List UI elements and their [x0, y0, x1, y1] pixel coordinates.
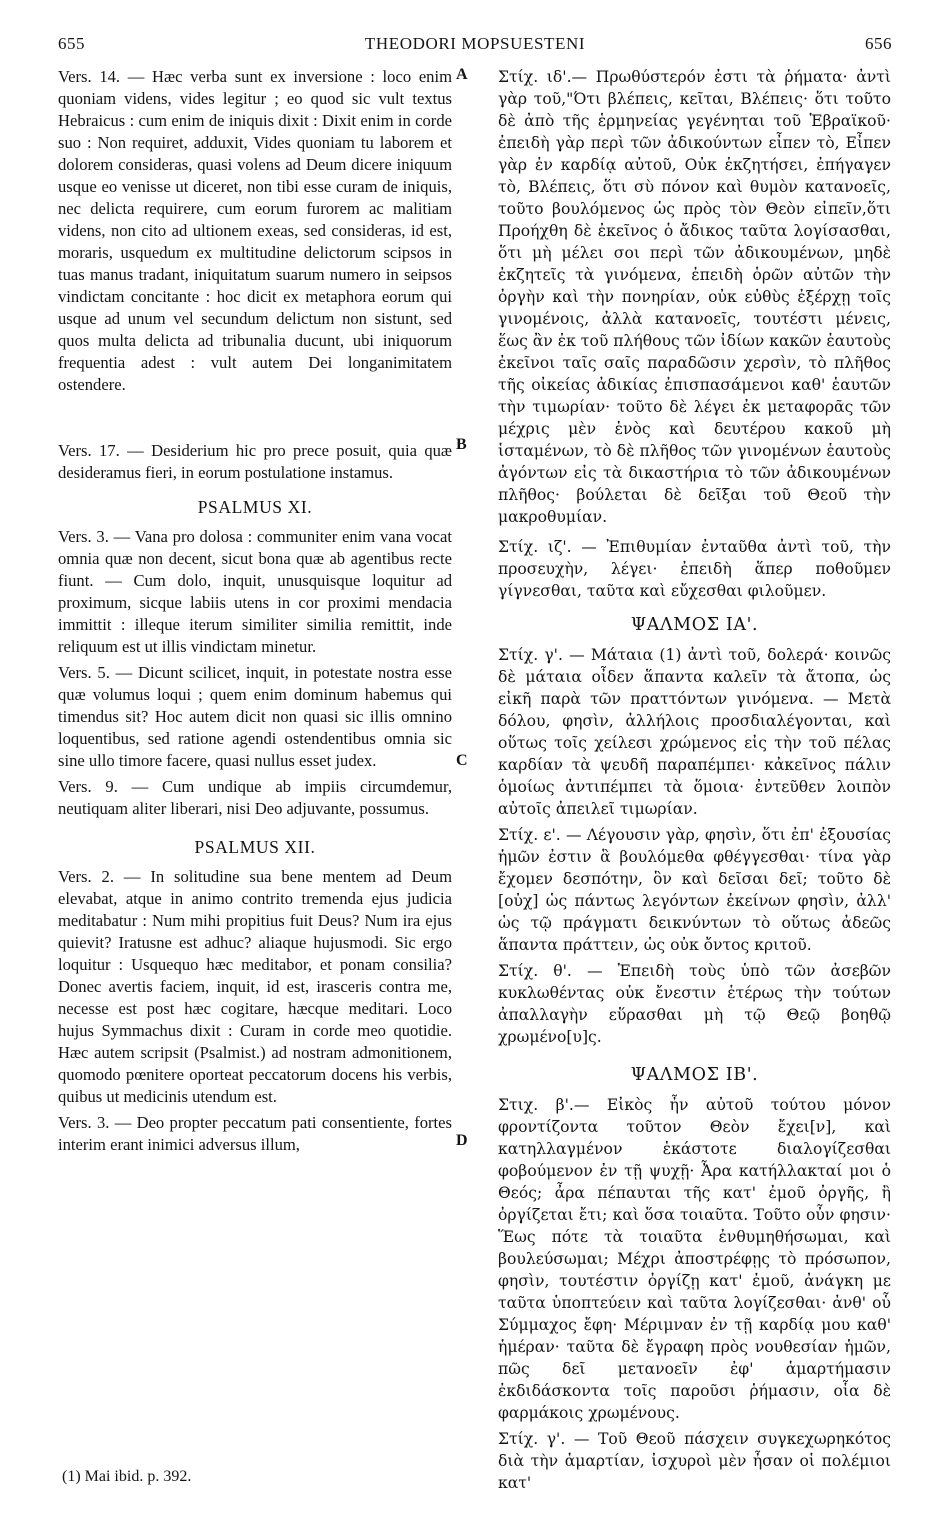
page-number-left: 655 — [58, 34, 85, 53]
greek-paragraph-12-stich-2: Στιχ. β'.— Εἰκὸς ἦν αὐτοῦ τούτου μόνον φροντίζοντα τοῦτον Θεὸν ἔχει[ν], καὶ κατηλλαγμένον ἑκάστοτε διαλογίζεσθαι φοβούμενον ἐν τῇ ψυχῇ· Ἆρα κατήλλακταί μοι ὁ Θεός; ἆρα πέπαυται τῆς κατ' ἐμοῦ ὀργῆς, ἢ ὀργίζεται ἔτι; καὶ ὅσα τοιαῦτα. Τοῦτο οὖν φησιν· Ἕως πότε τὰ τοιαῦτα ἐνθυμηθήσωμαι, καὶ βουλεύσωμαι; Μέχρι ἀποστρέφῃς τὸ πρόσωπον, φησὶν, τουτέστιν ὀργίζῃ κατ' ἐμοῦ, ἀνάγκη με ταῦτα ὑποπτεύειν καὶ ταῦτα λογίζεσθαι· ἀνθ' οὗ Σύμμαχος ἔφη· Μέριμναν ἐν τῇ καρδίᾳ μου καθ' ἡμέραν· ταῦτα δὲ ἔγραφη πρὸς νουθεσίαν ἡμῶν, πῶς δεῖ μετανοεῖν ἐφ' ἁμαρτήμασιν ἐκδιδάσκοντα τοῖς παροῦσι ῥήμασιν, οἷα δὲ φαρμάκοις χρωμένους. — [498, 1096, 891, 1422]
margin-marker-b: B — [456, 436, 467, 453]
greek-paragraph-11-stich-3: Στίχ. γ'. — Μάταια (1) ἀντὶ τοῦ, δολερά· κοινῶς δὲ μάταια οἶδεν ἅπαντα καλεῖν τὰ ἄτοπα, ὡς εἰκῆ παρὰ τῶν πραττόντων γινόμενα. — Μετὰ δόλου, φησὶν, ἀλλήλοις προσδιαλέγονται, καὶ οὕτως τοῖς χείλεσι χρώμενος εἰς τὴν τοῦ πέλας καρδίαν τὰ ψευδῆ παραπέμπει· κἀκεῖνος πάλιν ὁμοίως ἀντιπέμπει τὰ ὅμοια· ἐντεῦθεν λοιπὸν αὐτοῖς ἀπειλεῖ τιμωρίαν. — [498, 646, 891, 818]
latin-column — [58, 66, 452, 1156]
greek-paragraph-11-stich-5: Στίχ. ε'. — Λέγουσιν γὰρ, φησὶν, ὅτι ἐπ' ἐξουσίας ἡμῶν ἐστιν ἃ βουλόμεθα φθέγγεσθαι· τίνα γὰρ ἔχομεν δεσπότην, ὃν καὶ δεῖσαι δεῖ; τοῦτο δὲ [οὐχ] ὡς πάντως λεγόντων ἐκείνων φησὶν, ἀλλ' ὡς τῷ πράγματι δεικνύντων τὸ οὕτως ἀδεῶς ἅπαντα πράττειν, ὡς οὐκ ὄντος κριτοῦ. — [498, 826, 891, 954]
latin-paragraph-vers-14: Vers. 14. — Hæc verba sunt ex inversione : loco enim quoniam videns, vides legitur ; eo quod sic vult textus Hebraicus : cum enim de iniquis dixit : Dixit enim in corde suo : Non requiret, adduxit, Vides quoniam tu laborem et dolorem consideras, quasi volens ad Deum dicere iniquum usque eo venisse ut diceret, non tibi esse curam de iniquis, nec delicta requirere, cum eorum furorem ac malitiam videns, non cito ad ultionem exeas, sed consideras, id est, moraris, usquedum ex multitudine delictorum scipsos in tuas manus tradant, iniquitatum suarum numero in seipsos vindictam concitante : hoc dicit ex metaphora eorum qui usque ad unum vel secundum delictum non sistunt, sed quos multa delicta ad tribunalia ducunt, ubi iniquorum frequentia adest : vult autem Dei longanimitatem ostendere. — [58, 67, 452, 394]
latin-paragraph-xi-vers-3: Vers. 3. — Vana pro dolosa : communiter enim vana vocat omnia quæ non decent, sicut bona quæ ab agentibus recte fiunt. — Cum dolo, inquit, unusquisque loquitur ad proximum, sicque labiis utens in cor proximi mendacia immittit : illeque iterum similiter similia remittit, inde reliquum est ut illis vindictam minetur. — [58, 527, 452, 656]
footnote: (1) Mai ibid. p. 392. — [62, 1468, 192, 1485]
margin-marker-c: C — [456, 752, 468, 769]
running-title: THEODORI MOPSUESTENI — [364, 34, 586, 53]
margin-marker-d: D — [456, 1132, 468, 1149]
greek-paragraph-stich-17: Στίχ. ιζ'. — Ἐπιθυμίαν ἐνταῦθα ἀντὶ τοῦ, τὴν προσευχὴν, λέγει· ἐπειδὴ ἅπερ ποθοῦμεν γίγνεσθαι, ταῦτα καὶ εὔχεσθαι φιλοῦμεν. — [498, 538, 891, 600]
latin-paragraph-xi-vers-9: Vers. 9. — Cum undique ab impiis circumdemur, neutiquam aliter liberari, nisi Deo adjuvante, possumus. — [58, 777, 452, 818]
latin-paragraph-xii-vers-2: Vers. 2. — In solitudine sua bene mentem ad Deum elevabat, atque in animo contrito tremenda ejus judicia meditabatur : Num mihi propitius fuit Deus? Num ira ejus quievit? Iratusne est adhuc? aliaque hujusmodi. Sic ergo loquitur : Usquequo hæc meditabor, et ponam consilia? Donec avertis faciem, inquit, id est, irasceris contra me, necesse est post hæc cogitare, hæcque meditari. Loco hujus Symmachus dixit : Curam in corde meo quotidie. Hæc autem scripsit (Psalmist.) ad nostram admonitionem, quomodo pœnitere oporteat peccatorum docens his verbis, quibus ut medicinis utendum est. — [58, 867, 452, 1106]
greek-paragraph-11-stich-9: Στίχ. θ'. — Ἐπειδὴ τοὺς ὑπὸ τῶν ἀσεβῶν κυκλωθέντας οὐκ ἔνεστιν ἑτέρως τὴν τούτων ἀπαλλαγὴν εὕρασθαι μὴ τῷ Θεῷ βοηθῷ χρωμένο[υ]ς. — [498, 962, 891, 1046]
page-header — [58, 34, 892, 58]
section-title-psalmos-12: ΨΑΛΜΟΣ ΙΒ'. — [630, 1065, 759, 1085]
margin-marker-a: A — [456, 66, 468, 83]
page-number-right: 656 — [865, 34, 892, 53]
greek-paragraph-12-stich-3: Στίχ. γ'. — Τοῦ Θεοῦ πάσχειν συγκεχωρηκότος διὰ τὴν ἁμαρτίαν, ἰσχυροὶ μὲν ἦσαν οἱ πολέμιοι κατ' — [498, 1430, 891, 1492]
section-title-psalmus-xii: PSALMUS XII. — [194, 837, 316, 857]
section-title-psalmos-11: ΨΑΛΜΟΣ ΙΑ'. — [630, 615, 759, 635]
greek-column — [498, 66, 891, 1494]
greek-paragraph-stich-14: Στίχ. ιδ'.— Πρωθύστερόν ἐστι τὰ ῥήματα· ἀντὶ γὰρ τοῦ,"Ότι βλέπεις, κεῖται, Βλέπεις· ὅτι τοῦτο δὲ ἀπὸ τῆς ἑρμηνείας γεγένηται τοῦ Ἑβραϊκοῦ· ἐπειδὴ γὰρ περὶ τῶν ἀδικούντων εἶπεν τὸ, Εἶπεν γὰρ ἐν καρδίᾳ αὐτοῦ, Οὐκ ἐκζητήσει, ἐπήγαγεν τὸ, Βλέπεις, ὅτι σὺ πόνον καὶ θυμὸν κατανοεῖς, τοῦτο βουλόμενος ὡς πρὸς τὸν Θεὸν εἰπεῖν,ὅτι Προήχθη δὲ ἐκεῖνος ὁ ἄδικος ταῦτα λογίσασθαι, ὅτι μὴ μέλει σοι περὶ τῶν ἀδικουμένων, μηδὲ ἐκζητεῖς τὰ γινόμενα, ἐπειδὴ ὁρῶν αὐτῶν τὴν ὀργὴν καὶ τὴν πονηρίαν, οὐκ εὐθὺς ἐξέρχῃ τοῖς γινομένοις, ἀλλὰ κατανοεῖς, τουτέστι μένεις, ἕως ἂν ἐκ τοῦ πλήθους τῶν ἰδίων κακῶν ἑαυτοὺς ἐκεῖνοι ταῖς σαῖς παραδῶσιν χερσὶν, τὸ πλῆθος τῆς οἰκείας ἀδικίας ἐπισπασάμενοι καθ' ἑαυτῶν τὴν τιμωρίαν· τοῦτο δὲ λέγει ἐκ μεταφορᾶς τῶν μέχρις μὲν ἑνὸς καὶ δευτέρου κακοῦ μὴ ἱσταμένων, τὸ δὲ πλῆθος τῶν γινομένων ἑαυτοὺς ἀγόντων εἰς τὰ δικαστήρια τὸ τῶν ἀδικουμένων πλῆθος· βούλεται δὲ δεῖξαι τοῦ Θεοῦ τὴν μακροθυμίαν. — [498, 68, 892, 526]
latin-paragraph-vers-17: Vers. 17. — Desiderium hic pro prece posuit, quia quæ desideramus fieri, in eorum postulatione instamus. — [58, 441, 452, 482]
section-title-psalmus-xi: PSALMUS XI. — [197, 497, 313, 517]
latin-paragraph-xi-vers-5: Vers. 5. — Dicunt scilicet, inquit, in potestate nostra esse quæ volumus loqui ; quem enim dominum habemus qui timendus sit? Hoc autem dicit non quasi sic illis omnino loquentibus, sed ratione agendi ostendentibus omnia sic sine ullo timore facere, quasi nullus esset judex. — [58, 663, 452, 770]
latin-paragraph-xii-vers-3: Vers. 3. — Deo propter peccatum pati consentiente, fortes interim erant inimici adversus illum, — [58, 1113, 452, 1154]
